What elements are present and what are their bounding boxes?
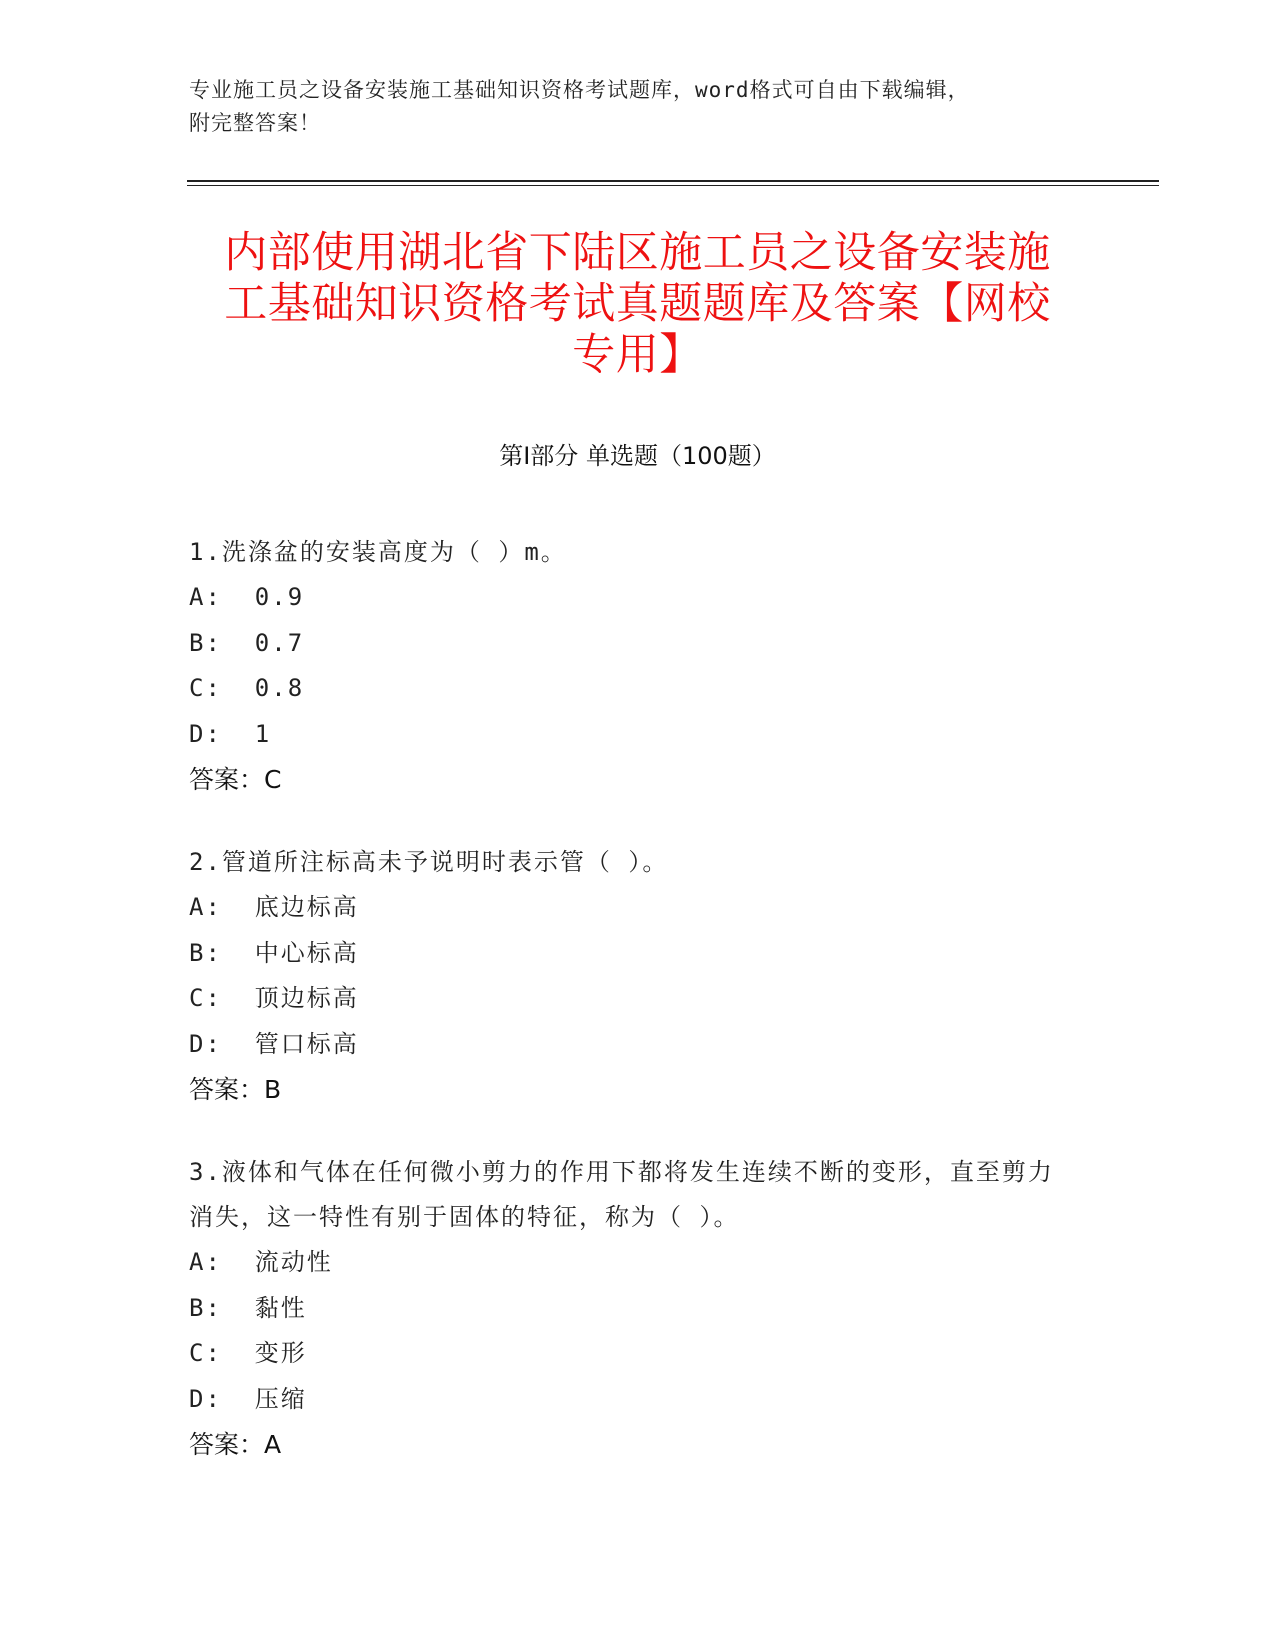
option-d: D: 1 bbox=[189, 719, 272, 748]
option-b: B: 黏性 bbox=[189, 1293, 307, 1322]
document-title bbox=[180, 228, 1095, 381]
header-note-line-2: 附完整答案！ bbox=[189, 111, 321, 135]
option-c: C: 顶边标高 bbox=[189, 984, 359, 1012]
option-b: B: 0.7 bbox=[189, 628, 305, 657]
question-stem: 2.管道所注标高未予说明时表示管（ ）。 bbox=[189, 848, 669, 876]
option-b: B: 中心标高 bbox=[189, 938, 359, 967]
option-a: A: 流动性 bbox=[189, 1248, 333, 1276]
header-note bbox=[189, 74, 1069, 140]
header-divider-thin bbox=[187, 185, 1159, 186]
option-a: A: 0.9 bbox=[189, 583, 305, 611]
answer-line: 答案：B bbox=[189, 1075, 282, 1104]
question-list bbox=[189, 530, 1069, 1505]
option-c: C: 0.8 bbox=[189, 674, 305, 702]
header-note-line-1: 专业施工员之设备安装施工基础知识资格考试题库，word格式可自由下载编辑， bbox=[189, 78, 970, 102]
question-item bbox=[189, 530, 1069, 802]
option-d: D: 压缩 bbox=[189, 1384, 307, 1413]
answer-line: 答案：C bbox=[189, 765, 282, 794]
question-item bbox=[189, 840, 1069, 1112]
section-heading: 第Ⅰ部分 单选题（100题） bbox=[499, 442, 776, 470]
question-item bbox=[189, 1150, 1069, 1467]
document-title-line-3: 专用】 bbox=[572, 330, 703, 380]
option-a: A: 底边标高 bbox=[189, 893, 359, 921]
document-title-line-1: 内部使用湖北省下陆区施工员之设备安装施 bbox=[224, 228, 1051, 278]
option-c: C: 变形 bbox=[189, 1339, 307, 1367]
question-stem: 3.液体和气体在任何微小剪力的作用下都将发生连续不断的变形，直至剪力消失，这一特性有别于固体的特征，称为（ ）。 bbox=[189, 1158, 1054, 1231]
question-stem: 1.洗涤盆的安装高度为（ ）m。 bbox=[189, 538, 567, 566]
document-title-line-2: 工基础知识资格考试真题题库及答案【网校 bbox=[224, 279, 1051, 329]
answer-line: 答案：A bbox=[189, 1430, 282, 1459]
option-d: D: 管口标高 bbox=[189, 1029, 359, 1058]
header-divider-thick bbox=[187, 180, 1159, 182]
